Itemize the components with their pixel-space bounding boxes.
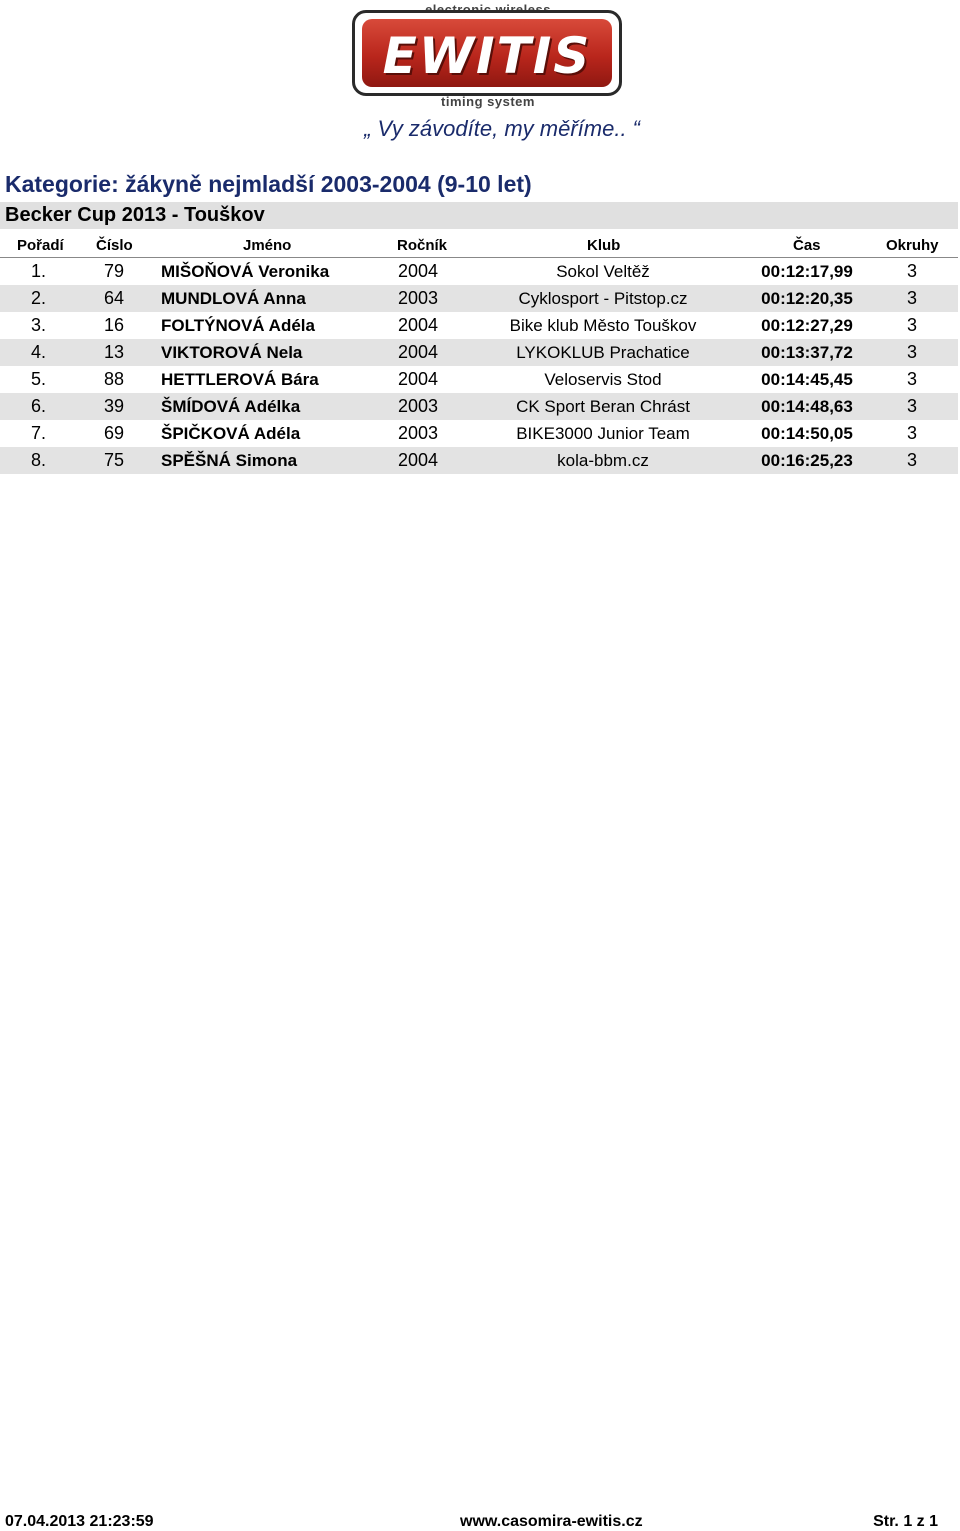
event-title: Becker Cup 2013 - Touškov [5,204,265,226]
logo-badge [352,10,622,96]
cell-year: 2003 [398,396,439,416]
cell-laps: 3 [906,450,917,470]
logo-tagline-bottom: timing system [441,94,535,109]
cell-laps: 3 [906,261,917,281]
cell-rank: 3. [30,315,46,335]
header-time: Čas [793,237,821,254]
cell-rank: 7. [30,423,46,443]
cell-time: 00:12:27,29 [761,316,853,335]
table-row [0,258,958,285]
cell-rank: 2. [30,288,46,308]
cell-club: Cyklosport - Pitstop.cz [518,289,688,308]
cell-name: ŠMÍDOVÁ Adélka [161,397,301,416]
table-row [0,312,958,339]
header-number: Číslo [96,237,133,254]
cell-name: MUNDLOVÁ Anna [161,289,306,308]
table-row [0,393,958,420]
cell-time: 00:12:17,99 [761,262,853,281]
cell-number: 75 [103,450,124,470]
header-year: Ročník [397,237,448,254]
cell-year: 2004 [398,261,439,281]
table-row [0,447,958,474]
cell-time: 00:14:48,63 [761,397,853,416]
cell-number: 79 [103,261,124,281]
cell-number: 16 [103,315,124,335]
cell-rank: 6. [30,396,46,416]
cell-club: CK Sport Beran Chrást [516,397,690,416]
slogan: „ Vy závodíte, my měříme.. “ [364,116,640,141]
event-bar [0,202,958,229]
cell-club: Sokol Veltěž [556,262,650,281]
logo-wordmark: EWITIS [382,27,592,85]
ewitis-logo [350,2,626,110]
cell-number: 64 [103,288,124,308]
table-row [0,339,958,366]
logo-badge-fill [362,19,612,87]
cell-name: MIŠOŇOVÁ Veronika [161,262,330,281]
cell-rank: 8. [30,450,46,470]
cell-number: 69 [103,423,124,443]
cell-time: 00:14:45,45 [761,370,853,389]
footer-timestamp: 07.04.2013 21:23:59 [5,1513,154,1530]
cell-club: Bike klub Město Touškov [509,316,697,335]
cell-laps: 3 [906,342,917,362]
category-title: Kategorie: žákyně nejmladší 2003-2004 (9-10 let) [5,171,532,197]
cell-laps: 3 [906,315,917,335]
cell-club: LYKOKLUB Prachatice [516,343,690,362]
cell-time: 00:14:50,05 [761,424,853,443]
header-laps: Okruhy [886,237,939,254]
cell-number: 88 [103,369,124,389]
cell-laps: 3 [906,288,917,308]
cell-name: HETTLEROVÁ Bára [161,370,319,389]
cell-time: 00:13:37,72 [761,343,853,362]
cell-club: BIKE3000 Junior Team [516,424,690,443]
header-name: Jméno [243,237,292,254]
footer-website-link[interactable]: www.casomira-ewitis.cz [460,1513,643,1530]
header-rank: Pořadí [17,237,64,254]
cell-name: FOLTÝNOVÁ Adéla [161,316,315,335]
results-table-header [0,234,958,258]
cell-club: Veloservis Stod [544,370,662,389]
table-row [0,366,958,393]
cell-year: 2003 [398,423,439,443]
cell-rank: 4. [30,342,46,362]
cell-time: 00:16:25,23 [761,451,853,470]
cell-club: kola-bbm.cz [557,451,649,470]
cell-year: 2004 [398,450,439,470]
cell-name: ŠPIČKOVÁ Adéla [161,424,301,443]
cell-laps: 3 [906,369,917,389]
table-row [0,285,958,312]
header-club: Klub [587,237,621,254]
cell-year: 2003 [398,288,439,308]
cell-time: 00:12:20,35 [761,289,853,308]
cell-number: 13 [103,342,124,362]
cell-laps: 3 [906,423,917,443]
cell-name: VIKTOROVÁ Nela [161,343,303,362]
cell-rank: 1. [30,261,46,281]
cell-year: 2004 [398,342,439,362]
table-row [0,420,958,447]
cell-laps: 3 [906,396,917,416]
cell-number: 39 [103,396,124,416]
cell-name: SPĚŠNÁ Simona [161,451,298,470]
cell-rank: 5. [30,369,46,389]
cell-year: 2004 [398,369,439,389]
footer-page-number: Str. 1 z 1 [873,1513,938,1530]
cell-year: 2004 [398,315,439,335]
